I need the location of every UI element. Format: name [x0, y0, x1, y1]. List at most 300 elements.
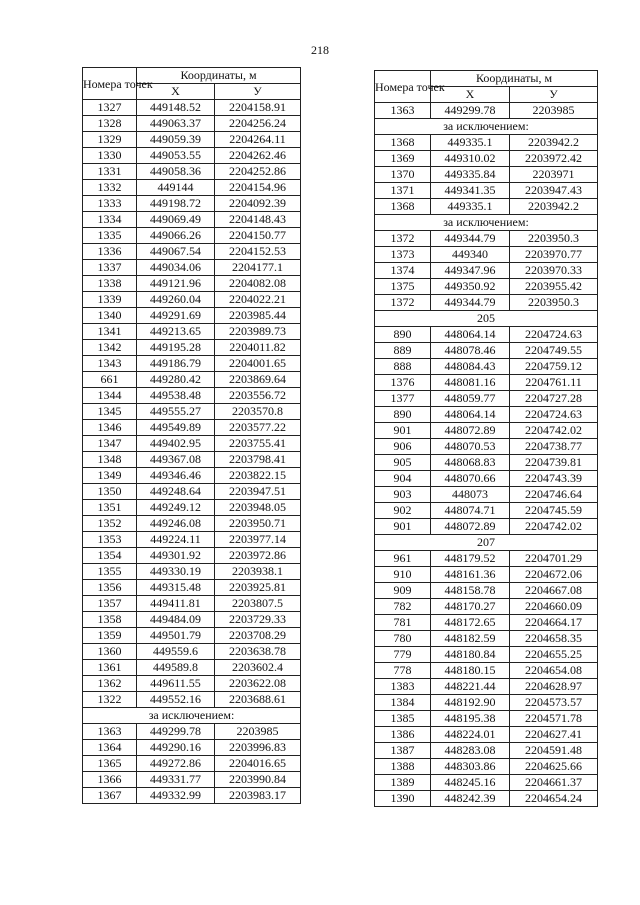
table-row	[375, 695, 598, 711]
table-row	[83, 388, 301, 404]
point-number-cell: 1348	[83, 452, 137, 468]
y-coordinate-cell: 2204154.96	[215, 180, 301, 196]
y-coordinate-cell: 2204177.1	[215, 260, 301, 276]
table-row	[83, 308, 301, 324]
table-row	[375, 183, 598, 199]
x-coordinate-cell: 448180.84	[431, 647, 510, 663]
point-number-cell: 1337	[83, 260, 137, 276]
y-coordinate-cell: 2204016.65	[215, 756, 301, 772]
section-label: за исключением:	[375, 215, 598, 231]
point-number-cell: 1363	[83, 724, 137, 740]
x-coordinate-cell: 449272.86	[137, 756, 215, 772]
header-x: X	[137, 84, 215, 100]
point-number-cell: 1364	[83, 740, 137, 756]
y-coordinate-cell: 2203822.15	[215, 468, 301, 484]
point-number-cell: 1374	[375, 263, 431, 279]
table-row	[83, 788, 301, 804]
point-number-cell: 781	[375, 615, 431, 631]
section-row	[375, 311, 598, 327]
x-coordinate-cell: 449299.78	[137, 724, 215, 740]
x-coordinate-cell: 448195.38	[431, 711, 510, 727]
y-coordinate-cell: 2204152.53	[215, 244, 301, 260]
table-row	[83, 468, 301, 484]
y-coordinate-cell: 2204571.78	[510, 711, 598, 727]
table-row	[375, 567, 598, 583]
table-row	[83, 516, 301, 532]
y-coordinate-cell: 2203688.61	[215, 692, 301, 708]
y-coordinate-cell: 2203947.43	[510, 183, 598, 199]
table-row	[375, 279, 598, 295]
point-number-cell: 1331	[83, 164, 137, 180]
y-coordinate-cell: 2203971	[510, 167, 598, 183]
section-label: за исключением:	[83, 708, 301, 724]
y-coordinate-cell: 2203602.4	[215, 660, 301, 676]
point-number-cell: 1354	[83, 548, 137, 564]
x-coordinate-cell: 449350.92	[431, 279, 510, 295]
x-coordinate-cell: 448078.46	[431, 343, 510, 359]
table-row	[83, 580, 301, 596]
point-number-cell: 1360	[83, 644, 137, 660]
y-coordinate-cell: 2204742.02	[510, 423, 598, 439]
x-coordinate-cell: 449249.12	[137, 500, 215, 516]
x-coordinate-cell: 449291.69	[137, 308, 215, 324]
table-row	[83, 324, 301, 340]
y-coordinate-cell: 2203925.81	[215, 580, 301, 596]
x-coordinate-cell: 448245.16	[431, 775, 510, 791]
point-number-cell: 1389	[375, 775, 431, 791]
x-coordinate-cell: 449053.55	[137, 148, 215, 164]
y-coordinate-cell: 2204738.77	[510, 439, 598, 455]
y-coordinate-cell: 2204573.57	[510, 695, 598, 711]
point-number-cell: 904	[375, 471, 431, 487]
table-row	[83, 276, 301, 292]
y-coordinate-cell: 2204654.24	[510, 791, 598, 807]
x-coordinate-cell: 448192.90	[431, 695, 510, 711]
y-coordinate-cell: 2204724.63	[510, 327, 598, 343]
y-coordinate-cell: 2203577.22	[215, 420, 301, 436]
x-coordinate-cell: 449501.79	[137, 628, 215, 644]
x-coordinate-cell: 449549.89	[137, 420, 215, 436]
point-number-cell: 1322	[83, 692, 137, 708]
x-coordinate-cell: 448074.71	[431, 503, 510, 519]
point-number-cell: 1357	[83, 596, 137, 612]
table-row	[83, 116, 301, 132]
point-number-cell: 1388	[375, 759, 431, 775]
table-row	[83, 452, 301, 468]
y-coordinate-cell: 2204264.11	[215, 132, 301, 148]
y-coordinate-cell: 2204701.29	[510, 551, 598, 567]
x-coordinate-cell: 449347.96	[431, 263, 510, 279]
x-coordinate-cell: 449198.72	[137, 196, 215, 212]
table-row	[375, 791, 598, 807]
section-row	[83, 708, 301, 724]
x-coordinate-cell: 448072.89	[431, 519, 510, 535]
y-coordinate-cell: 2204256.24	[215, 116, 301, 132]
table-row	[375, 615, 598, 631]
x-coordinate-cell: 449248.64	[137, 484, 215, 500]
point-number-cell: 1383	[375, 679, 431, 695]
y-coordinate-cell: 2204011.82	[215, 340, 301, 356]
y-coordinate-cell: 2204664.17	[510, 615, 598, 631]
y-coordinate-cell: 2204150.77	[215, 228, 301, 244]
point-number-cell: 1370	[375, 167, 431, 183]
y-coordinate-cell: 2203622.08	[215, 676, 301, 692]
table-row	[375, 295, 598, 311]
y-coordinate-cell: 2203570.8	[215, 404, 301, 420]
table-row	[83, 660, 301, 676]
point-number-cell: 1338	[83, 276, 137, 292]
x-coordinate-cell: 449335.1	[431, 135, 510, 151]
point-number-cell: 1356	[83, 580, 137, 596]
point-number-cell: 1345	[83, 404, 137, 420]
x-coordinate-cell: 449290.16	[137, 740, 215, 756]
point-number-cell: 1350	[83, 484, 137, 500]
table-row	[83, 548, 301, 564]
x-coordinate-cell: 449552.16	[137, 692, 215, 708]
table-row	[375, 231, 598, 247]
x-coordinate-cell: 448170.27	[431, 599, 510, 615]
point-number-cell: 1372	[375, 231, 431, 247]
x-coordinate-cell: 449301.92	[137, 548, 215, 564]
y-coordinate-cell: 2203755.41	[215, 436, 301, 452]
table-row	[375, 647, 598, 663]
y-coordinate-cell: 2203985	[510, 103, 598, 119]
point-number-cell: 1369	[375, 151, 431, 167]
table-row	[83, 596, 301, 612]
x-coordinate-cell: 449344.79	[431, 231, 510, 247]
point-number-cell: 902	[375, 503, 431, 519]
x-coordinate-cell: 449067.54	[137, 244, 215, 260]
y-coordinate-cell: 2204746.64	[510, 487, 598, 503]
x-coordinate-cell: 449331.77	[137, 772, 215, 788]
header-y: У	[510, 87, 598, 103]
table-row	[375, 407, 598, 423]
table-row	[83, 532, 301, 548]
table-row	[83, 356, 301, 372]
table-row	[375, 487, 598, 503]
table-row	[83, 228, 301, 244]
y-coordinate-cell: 2204742.02	[510, 519, 598, 535]
point-number-cell: 1343	[83, 356, 137, 372]
point-number-cell: 1328	[83, 116, 137, 132]
x-coordinate-cell: 449315.48	[137, 580, 215, 596]
y-coordinate-cell: 2203955.42	[510, 279, 598, 295]
table-right-body	[375, 103, 598, 807]
point-number-cell: 1346	[83, 420, 137, 436]
table-row	[375, 471, 598, 487]
x-coordinate-cell: 448064.14	[431, 407, 510, 423]
x-coordinate-cell: 449148.52	[137, 100, 215, 116]
point-number-cell: 910	[375, 567, 431, 583]
x-coordinate-cell: 448303.86	[431, 759, 510, 775]
point-number-cell: 1384	[375, 695, 431, 711]
y-coordinate-cell: 2203948.05	[215, 500, 301, 516]
y-coordinate-cell: 2204739.81	[510, 455, 598, 471]
x-coordinate-cell: 449280.42	[137, 372, 215, 388]
point-number-cell: 1358	[83, 612, 137, 628]
point-number-cell: 1332	[83, 180, 137, 196]
point-number-cell: 1334	[83, 212, 137, 228]
x-coordinate-cell: 449611.55	[137, 676, 215, 692]
y-coordinate-cell: 2204655.25	[510, 647, 598, 663]
y-coordinate-cell: 2204092.39	[215, 196, 301, 212]
coordinates-table-left	[82, 67, 301, 804]
y-coordinate-cell: 2204627.41	[510, 727, 598, 743]
table-row	[83, 628, 301, 644]
y-coordinate-cell: 2204628.97	[510, 679, 598, 695]
x-coordinate-cell: 449213.65	[137, 324, 215, 340]
table-row	[83, 484, 301, 500]
x-coordinate-cell: 449246.08	[137, 516, 215, 532]
y-coordinate-cell: 2204727.28	[510, 391, 598, 407]
point-number-cell: 1386	[375, 727, 431, 743]
x-coordinate-cell: 449335.1	[431, 199, 510, 215]
x-coordinate-cell: 449224.11	[137, 532, 215, 548]
y-coordinate-cell: 2203977.14	[215, 532, 301, 548]
y-coordinate-cell: 2203942.2	[510, 199, 598, 215]
x-coordinate-cell: 449589.8	[137, 660, 215, 676]
point-number-cell: 1340	[83, 308, 137, 324]
section-label: 207	[375, 535, 598, 551]
y-coordinate-cell: 2204625.66	[510, 759, 598, 775]
y-coordinate-cell: 2203985	[215, 724, 301, 740]
y-coordinate-cell: 2204591.48	[510, 743, 598, 759]
point-number-cell: 1347	[83, 436, 137, 452]
table-row	[83, 724, 301, 740]
x-coordinate-cell: 449344.79	[431, 295, 510, 311]
point-number-cell: 906	[375, 439, 431, 455]
point-number-cell: 1349	[83, 468, 137, 484]
point-number-cell: 1365	[83, 756, 137, 772]
table-row	[83, 500, 301, 516]
table-row	[375, 391, 598, 407]
point-number-cell: 1362	[83, 676, 137, 692]
y-coordinate-cell: 2203798.41	[215, 452, 301, 468]
y-coordinate-cell: 2204252.86	[215, 164, 301, 180]
x-coordinate-cell: 449063.37	[137, 116, 215, 132]
point-number-cell: 888	[375, 359, 431, 375]
table-row	[83, 740, 301, 756]
y-coordinate-cell: 2203938.1	[215, 564, 301, 580]
table-row	[83, 564, 301, 580]
x-coordinate-cell: 449411.81	[137, 596, 215, 612]
y-coordinate-cell: 2204658.35	[510, 631, 598, 647]
header-x: X	[431, 87, 510, 103]
x-coordinate-cell: 449330.19	[137, 564, 215, 580]
point-number-cell: 1376	[375, 375, 431, 391]
point-number-cell: 1344	[83, 388, 137, 404]
y-coordinate-cell: 2203990.84	[215, 772, 301, 788]
x-coordinate-cell: 449555.27	[137, 404, 215, 420]
x-coordinate-cell: 449484.09	[137, 612, 215, 628]
x-coordinate-cell: 448068.83	[431, 455, 510, 471]
y-coordinate-cell: 2203972.86	[215, 548, 301, 564]
y-coordinate-cell: 2203807.5	[215, 596, 301, 612]
y-coordinate-cell: 2204001.65	[215, 356, 301, 372]
x-coordinate-cell: 448070.53	[431, 439, 510, 455]
y-coordinate-cell: 2204743.39	[510, 471, 598, 487]
y-coordinate-cell: 2204661.37	[510, 775, 598, 791]
x-coordinate-cell: 449538.48	[137, 388, 215, 404]
x-coordinate-cell: 448059.77	[431, 391, 510, 407]
table-row	[83, 404, 301, 420]
x-coordinate-cell: 449069.49	[137, 212, 215, 228]
x-coordinate-cell: 448182.59	[431, 631, 510, 647]
point-number-cell: 1377	[375, 391, 431, 407]
point-number-cell: 1385	[375, 711, 431, 727]
point-number-cell: 1375	[375, 279, 431, 295]
point-number-cell: 1339	[83, 292, 137, 308]
x-coordinate-cell: 449310.02	[431, 151, 510, 167]
x-coordinate-cell: 449260.04	[137, 292, 215, 308]
x-coordinate-cell: 448180.15	[431, 663, 510, 679]
x-coordinate-cell: 449299.78	[431, 103, 510, 119]
point-number-cell: 1330	[83, 148, 137, 164]
y-coordinate-cell: 2204660.09	[510, 599, 598, 615]
point-number-cell: 1351	[83, 500, 137, 516]
table-row	[375, 711, 598, 727]
point-number-cell: 961	[375, 551, 431, 567]
header-y: У	[215, 84, 301, 100]
x-coordinate-cell: 448283.08	[431, 743, 510, 759]
table-row	[83, 772, 301, 788]
point-number-cell: 1355	[83, 564, 137, 580]
point-number-cell: 1353	[83, 532, 137, 548]
point-number-cell: 901	[375, 423, 431, 439]
y-coordinate-cell: 2204672.06	[510, 567, 598, 583]
table-row	[375, 679, 598, 695]
x-coordinate-cell: 448221.44	[431, 679, 510, 695]
point-number-cell: 1366	[83, 772, 137, 788]
point-number-cell: 778	[375, 663, 431, 679]
table-row	[375, 103, 598, 119]
y-coordinate-cell: 2203947.51	[215, 484, 301, 500]
x-coordinate-cell: 449332.99	[137, 788, 215, 804]
table-row	[375, 151, 598, 167]
section-label: за исключением:	[375, 119, 598, 135]
point-number-cell: 1327	[83, 100, 137, 116]
point-number-cell: 1333	[83, 196, 137, 212]
table-row	[83, 292, 301, 308]
x-coordinate-cell: 448161.36	[431, 567, 510, 583]
x-coordinate-cell: 448242.39	[431, 791, 510, 807]
table-row	[375, 167, 598, 183]
table-row	[83, 436, 301, 452]
y-coordinate-cell: 2204745.59	[510, 503, 598, 519]
y-coordinate-cell: 2203869.64	[215, 372, 301, 388]
x-coordinate-cell: 448084.43	[431, 359, 510, 375]
y-coordinate-cell: 2204262.46	[215, 148, 301, 164]
x-coordinate-cell: 448072.89	[431, 423, 510, 439]
page-number: 218	[311, 43, 329, 57]
point-number-cell: 1368	[375, 135, 431, 151]
table-row	[375, 423, 598, 439]
x-coordinate-cell: 449058.36	[137, 164, 215, 180]
table-row	[83, 212, 301, 228]
y-coordinate-cell: 2203970.33	[510, 263, 598, 279]
y-coordinate-cell: 2203950.3	[510, 295, 598, 311]
table-row	[375, 247, 598, 263]
x-coordinate-cell: 448073	[431, 487, 510, 503]
y-coordinate-cell: 2203985.44	[215, 308, 301, 324]
table-row	[83, 180, 301, 196]
table-row	[375, 135, 598, 151]
x-coordinate-cell: 448081.16	[431, 375, 510, 391]
point-number-cell: 1342	[83, 340, 137, 356]
table-row	[375, 743, 598, 759]
table-row	[83, 340, 301, 356]
table-row	[375, 375, 598, 391]
y-coordinate-cell: 2203983.17	[215, 788, 301, 804]
y-coordinate-cell: 2203996.83	[215, 740, 301, 756]
point-number-cell: 1371	[375, 183, 431, 199]
x-coordinate-cell: 448064.14	[431, 327, 510, 343]
x-coordinate-cell: 449059.39	[137, 132, 215, 148]
point-number-cell: 890	[375, 327, 431, 343]
y-coordinate-cell: 2203950.71	[215, 516, 301, 532]
table-row	[83, 100, 301, 116]
point-number-cell: 901	[375, 519, 431, 535]
x-coordinate-cell: 448179.52	[431, 551, 510, 567]
table-row	[375, 519, 598, 535]
y-coordinate-cell: 2203970.77	[510, 247, 598, 263]
table-row	[375, 551, 598, 567]
table-row	[83, 756, 301, 772]
point-number-cell: 1368	[375, 199, 431, 215]
table-row	[83, 260, 301, 276]
x-coordinate-cell: 449367.08	[137, 452, 215, 468]
header-coordinates: Координаты, м	[431, 71, 598, 87]
header-point-numbers: Номера точек	[83, 68, 137, 100]
x-coordinate-cell: 448172.65	[431, 615, 510, 631]
table-row	[375, 583, 598, 599]
table-row	[375, 263, 598, 279]
y-coordinate-cell: 2204158.91	[215, 100, 301, 116]
x-coordinate-cell: 449034.06	[137, 260, 215, 276]
x-coordinate-cell: 449341.35	[431, 183, 510, 199]
table-row	[375, 775, 598, 791]
section-label: 205	[375, 311, 598, 327]
x-coordinate-cell: 449186.79	[137, 356, 215, 372]
y-coordinate-cell: 2203638.78	[215, 644, 301, 660]
x-coordinate-cell: 448158.78	[431, 583, 510, 599]
point-number-cell: 889	[375, 343, 431, 359]
table-row	[375, 439, 598, 455]
point-number-cell: 1335	[83, 228, 137, 244]
y-coordinate-cell: 2203729.33	[215, 612, 301, 628]
table-row	[83, 372, 301, 388]
table-row	[375, 631, 598, 647]
x-coordinate-cell: 448070.66	[431, 471, 510, 487]
point-number-cell: 1359	[83, 628, 137, 644]
y-coordinate-cell: 2203556.72	[215, 388, 301, 404]
header-coordinates: Координаты, м	[137, 68, 301, 84]
point-number-cell: 780	[375, 631, 431, 647]
table-row	[83, 244, 301, 260]
point-number-cell: 909	[375, 583, 431, 599]
x-coordinate-cell: 449402.95	[137, 436, 215, 452]
table-row	[375, 455, 598, 471]
x-coordinate-cell: 449144	[137, 180, 215, 196]
point-number-cell: 661	[83, 372, 137, 388]
section-row	[375, 535, 598, 551]
table-row	[83, 692, 301, 708]
point-number-cell: 782	[375, 599, 431, 615]
y-coordinate-cell: 2203950.3	[510, 231, 598, 247]
x-coordinate-cell: 449121.96	[137, 276, 215, 292]
table-row	[83, 164, 301, 180]
point-number-cell: 1336	[83, 244, 137, 260]
